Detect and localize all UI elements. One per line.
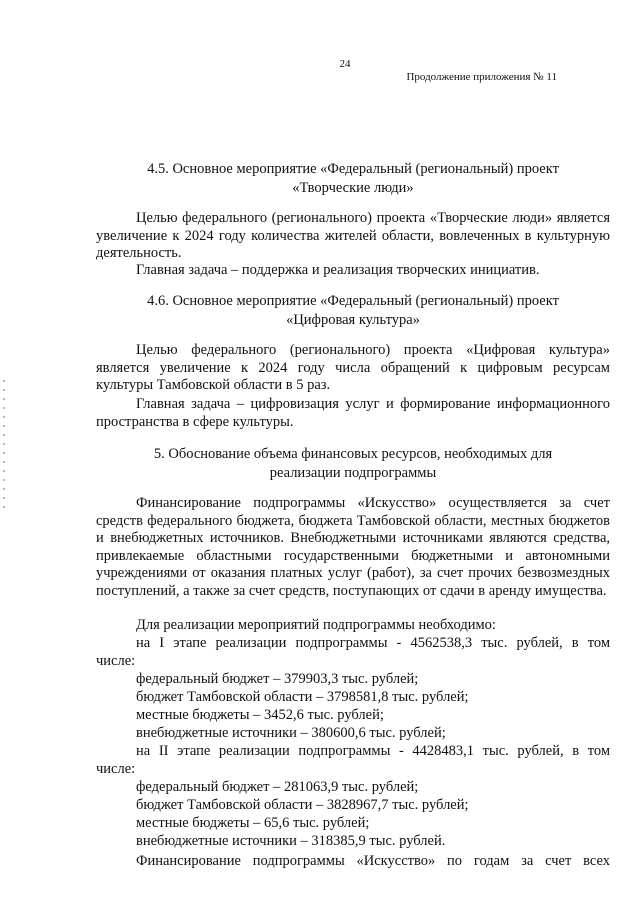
section-4-6-goal-paragraph: Целью федерального (регионального) проекта «Цифровая культура» является увеличение к 2024 году числа обращений к цифровым ресурсам культуры Тамбовской области в 5 раз. bbox=[96, 342, 610, 393]
stage2-including-label: числе: bbox=[96, 761, 136, 777]
stage2-extrabudgetary-sources: внебюджетные источники – 318385,9 тыс. рублей. bbox=[136, 833, 446, 849]
section-4-5-heading bbox=[96, 160, 610, 198]
stage2-federal-budget: федеральный бюджет – 281063,9 тыс. рублей; bbox=[136, 779, 419, 795]
section-4-6-title-line1: 4.6. Основное мероприятие «Федеральный (региональный) проект bbox=[147, 293, 559, 309]
section-4-6-title-line2: «Цифровая культура» bbox=[286, 312, 420, 328]
page-number: 24 bbox=[339, 58, 351, 70]
section-4-6-task-paragraph: Главная задача – цифровизация услуг и формирование информационного пространства в сфере культуры. bbox=[96, 396, 610, 430]
stage1-including-label: числе: bbox=[96, 653, 136, 669]
section-5-title-line1: 5. Обоснование объема финансовых ресурсов, необходимых для bbox=[153, 446, 553, 462]
stage1-federal-budget: федеральный бюджет – 379903,3 тыс. рублей; bbox=[136, 671, 419, 687]
continuation-note: Продолжение приложения № 11 bbox=[406, 71, 557, 83]
section-4-5-task-paragraph: Главная задача – поддержка и реализация творческих инициатив. bbox=[136, 262, 540, 278]
margin-scan-marks bbox=[3, 380, 5, 510]
stage2-total-line: на II этапе реализации подпрограммы - 4428483,1 тыс. рублей, в том bbox=[136, 743, 610, 759]
section-5-requirement-line: Для реализации мероприятий подпрограммы необходимо: bbox=[136, 617, 496, 633]
section-5-heading bbox=[96, 445, 610, 483]
stage1-extrabudgetary-sources: внебюджетные источники – 380600,6 тыс. рублей; bbox=[136, 725, 446, 741]
stage1-local-budgets: местные бюджеты – 3452,6 тыс. рублей; bbox=[136, 707, 384, 723]
stage2-regional-budget: бюджет Тамбовской области – 3828967,7 тыс. рублей; bbox=[136, 797, 469, 813]
stage1-regional-budget: бюджет Тамбовской области – 3798581,8 тыс. рублей; bbox=[136, 689, 469, 705]
financing-by-years-line: Финансирование подпрограммы «Искусство» по годам за счет всех bbox=[136, 853, 610, 869]
section-4-6-heading bbox=[96, 292, 610, 330]
section-5-financing-paragraph: Финансирование подпрограммы «Искусство» осуществляется за счет средств федерального бюджета, бюджета Тамбовской области, местных бюджетов и внебюджетных источников. Внебюджетными источниками являются средства, привлекаемые областными государственными бюджетными и автономными учреждениями от оказания платных услуг (работ), за счет прочих безвозмездных поступлений, а также за счет средств, поступающих от сдачи в аренду имущества. bbox=[96, 495, 610, 599]
section-5-title-line2: реализации подпрограммы bbox=[269, 465, 437, 481]
section-4-5-goal-paragraph: Целью федерального (регионального) проекта «Творческие люди» является увеличение к 2024 году количества жителей области, вовлеченных в культурную деятельность. bbox=[96, 210, 610, 261]
stage1-total-line: на I этапе реализации подпрограммы - 4562538,3 тыс. рублей, в том bbox=[136, 635, 610, 651]
section-4-5-title-line1: 4.5. Основное мероприятие «Федеральный (региональный) проект bbox=[147, 161, 559, 177]
stage2-local-budgets: местные бюджеты – 65,6 тыс. рублей; bbox=[136, 815, 370, 831]
section-4-5-title-line2: «Творческие люди» bbox=[292, 180, 414, 196]
